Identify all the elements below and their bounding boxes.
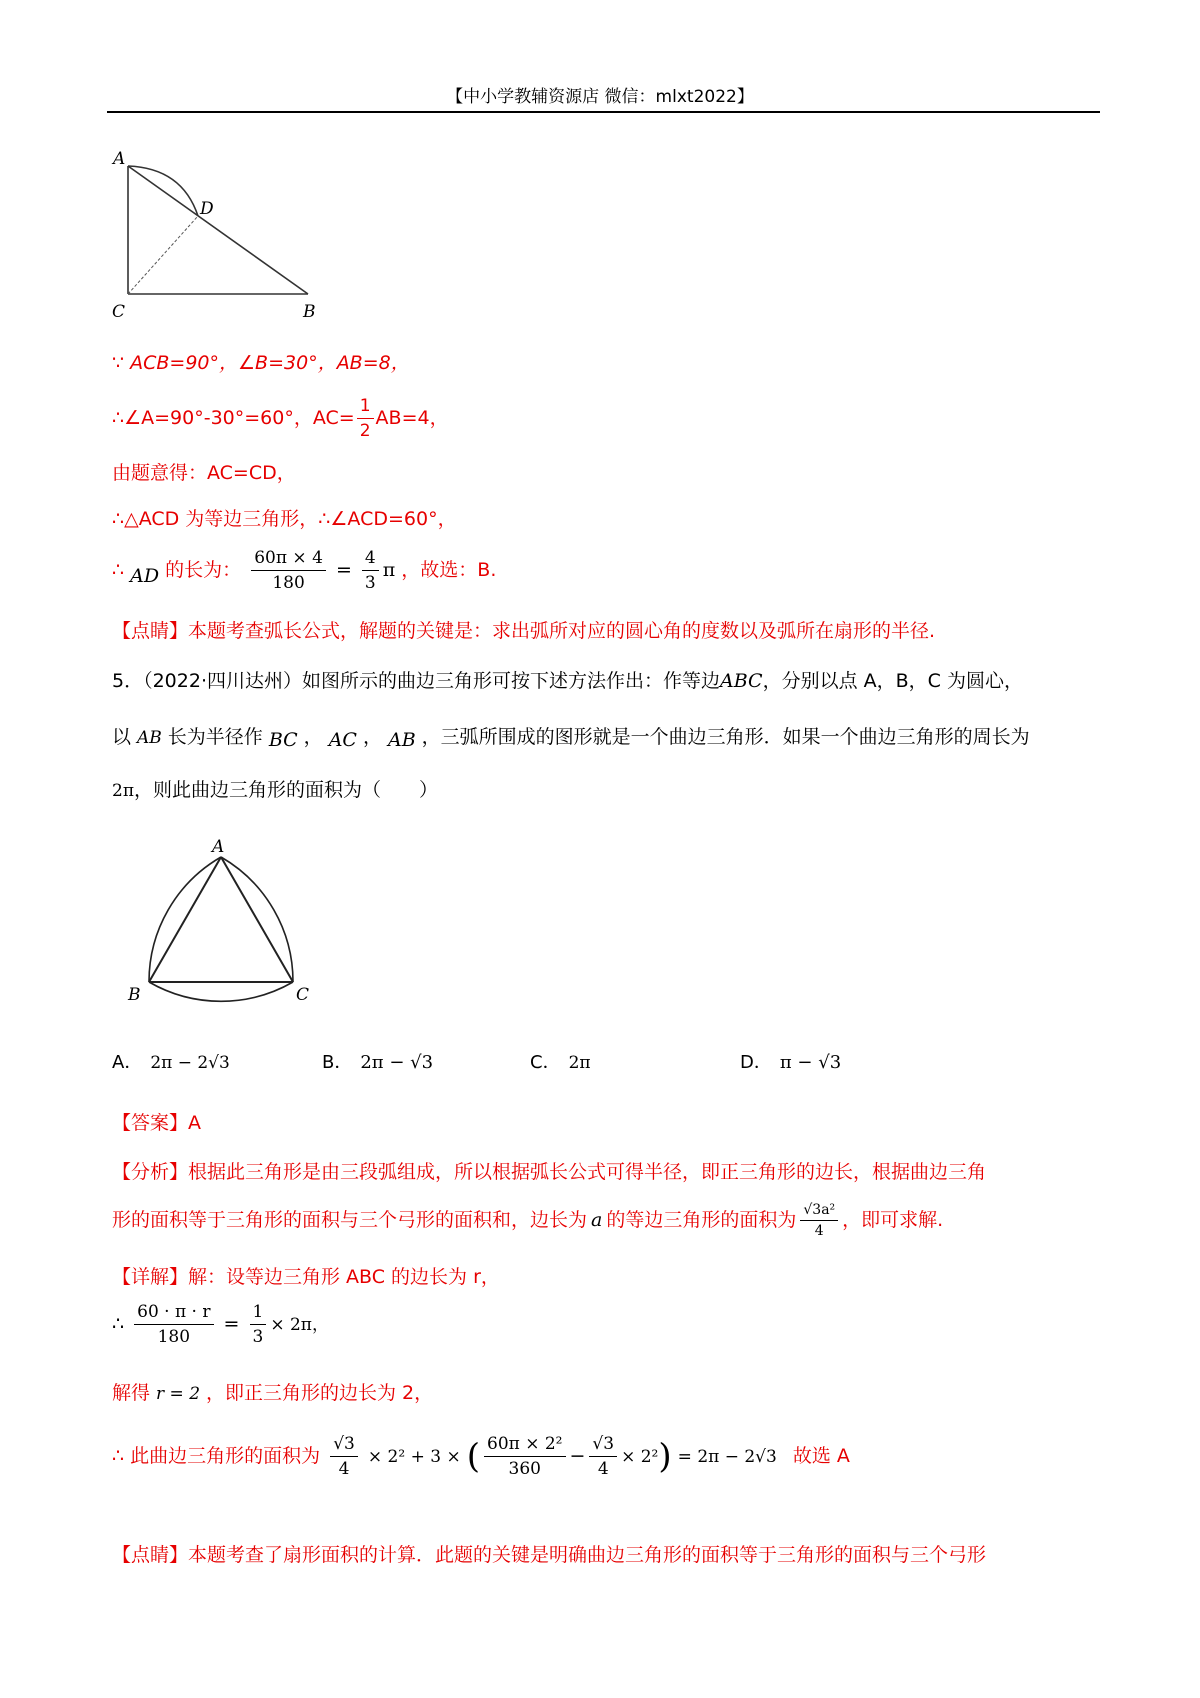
option-a[interactable]: A． 2π − 2√3 (112, 1052, 230, 1073)
prev-line-1: ∵ ACB=90°，∠B=30°，AB=8， (112, 352, 410, 374)
segment-cd (128, 216, 198, 294)
question-5-line-3: 2π，则此曲边三角形的面积为（ ） (112, 779, 439, 801)
dianjing-tag: 【点睛】 (112, 620, 189, 642)
segment-ab (149, 857, 221, 982)
figure-curved-triangle (118, 832, 338, 1010)
label-b: B (303, 302, 316, 320)
dianjing-line: 【点睛】本题考查了扇形面积的计算．此题的关键是明确曲边三角形的面积等于三角形的面积与三个弓形 (112, 1544, 987, 1566)
dianjing-tag: 【点睛】 (112, 1544, 189, 1566)
prev-line-5: ∴ AD 的长为： $\frac{60\pi \times 4}{180}$ = $\frac{4}{3}$ π ，故选：B. (112, 548, 497, 593)
detail-line-3: 解得 r = 2 ，即正三角形的边长为 2， (112, 1382, 434, 1404)
segment-ab (128, 166, 308, 294)
analysis-tag: 【分析】 (112, 1161, 189, 1183)
label-c: C (112, 302, 126, 320)
figure-right-triangle (110, 150, 350, 320)
page-header: 【中小学教辅资源店 微信：mlxt2022】 (446, 87, 754, 107)
label-d: D (200, 199, 214, 219)
arc-bc (149, 982, 293, 1001)
arc-ad-notation: AD (130, 565, 160, 587)
detail-tag: 【详解】 (112, 1266, 189, 1288)
analysis-line-1: 【分析】根据此三角形是由三段弧组成，所以根据弧长公式可得半径，即正三角形的边长，根据曲边三角 (112, 1161, 987, 1183)
label-a: A (212, 837, 225, 857)
detail-line-2: ∴ $\frac{60 \cdot \pi \cdot r}{180}$ = $\frac{1}{3}$ × 2π， (112, 1302, 329, 1347)
question-5-line-1: 5．（2022·四川达州）如图所示的曲边三角形可按下述方法作出：作等边ABC，分别以点 A，B，C 为圆心， (112, 670, 1023, 692)
option-b[interactable]: B． 2π − √3 (322, 1052, 434, 1073)
prev-line-4: ∴△ACD 为等边三角形，∴∠ACD=60°， (112, 508, 457, 530)
prev-dianjing: 【点睛】本题考查弧长公式，解题的关键是：求出弧所对应的圆心角的度数以及弧所在扇形的半径. (112, 620, 936, 642)
header-rule (107, 111, 1100, 113)
analysis-line-2: 形的面积等于三角形的面积与三个弓形的面积和，边长为 a 的等边三角形的面积为 $\frac{\text{√3a²}}{4}$ ，即可求解. (112, 1202, 944, 1239)
answer-tag: 【答案】 (112, 1112, 189, 1134)
label-b: B (128, 985, 141, 1005)
prev-line-2: ∴∠A=90°-30°=60°，AC= $\frac{1}{2}$ AB=4， (112, 396, 449, 441)
prev-line-3: 由题意得：AC=CD， (112, 462, 296, 484)
detail-line-4: ∴ 此曲边三角形的面积为 $\frac{√3}{4}$ × 2² + 3 × ( $\frac{\text{60π × 2²}}{360}$ − $\frac{√3}{4}$ × 2²) = 2π − 2√3 故选 A (112, 1434, 850, 1479)
answer-line (112, 1108, 201, 1135)
question-5-line-2: 以 AB 长为半径作 BC ， AC ， AB ，三弧所围成的图形就是一个曲边三角形．如果一个曲边三角形的周长为 (112, 726, 1030, 751)
label-c: C (296, 985, 310, 1005)
option-c[interactable]: C． 2π (530, 1052, 591, 1073)
detail-line-1: 【详解】解：设等边三角形 ABC 的边长为 r， (112, 1266, 500, 1288)
option-d[interactable]: D． π − √3 (740, 1052, 842, 1073)
segment-ac (221, 857, 293, 982)
answer-value: A (188, 1112, 202, 1134)
label-a: A (113, 150, 126, 169)
